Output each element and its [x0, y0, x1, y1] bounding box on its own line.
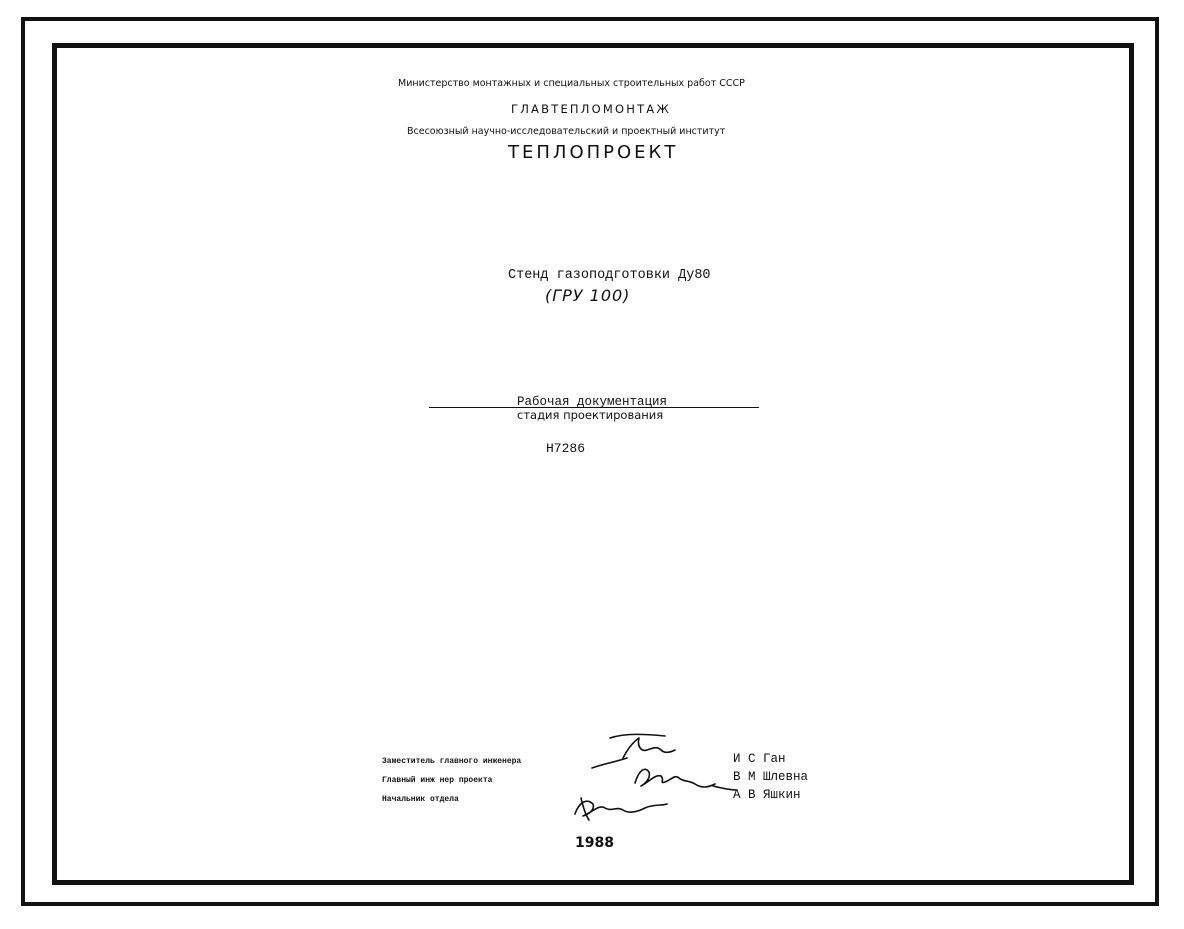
institute-line: Всесоюзный научно-исследовательский и проектный институт [407, 126, 726, 137]
signatory-role-1: Заместитель главного инженера [382, 757, 522, 766]
signature-1-stroke [592, 758, 627, 768]
institute-name: ТЕПЛОПРОЕКТ [508, 142, 679, 163]
glavk-line: ГЛАВТЕПЛОМОНТАЖ [511, 102, 671, 116]
document-year: 1988 [575, 835, 614, 851]
signatory-name-1: И С Ган [733, 752, 786, 766]
document-number: Н7286 [546, 441, 586, 456]
signature-1-stroke [610, 734, 665, 738]
signatory-name-2: В М Шлевна [733, 770, 809, 784]
signatory-role-3: Начальник отдела [382, 795, 459, 804]
signature-2-stroke [635, 769, 715, 787]
stand-title: Стенд газоподготовки Ду80 [508, 268, 711, 283]
signature-1-stroke [623, 738, 675, 758]
stand-code: (ГРУ 100) [545, 286, 631, 305]
documentation-type: Рабочая документация [517, 395, 668, 409]
signature-3-stroke [575, 801, 667, 816]
ministry-line: Министерство монтажных и специальных строительных работ СССР [398, 78, 745, 89]
documentation-stage: стадия проектирования [517, 408, 664, 422]
signatory-role-2: Главный инж нер проекта [382, 776, 493, 785]
signatory-name-3: А В Яшкин [733, 788, 801, 802]
